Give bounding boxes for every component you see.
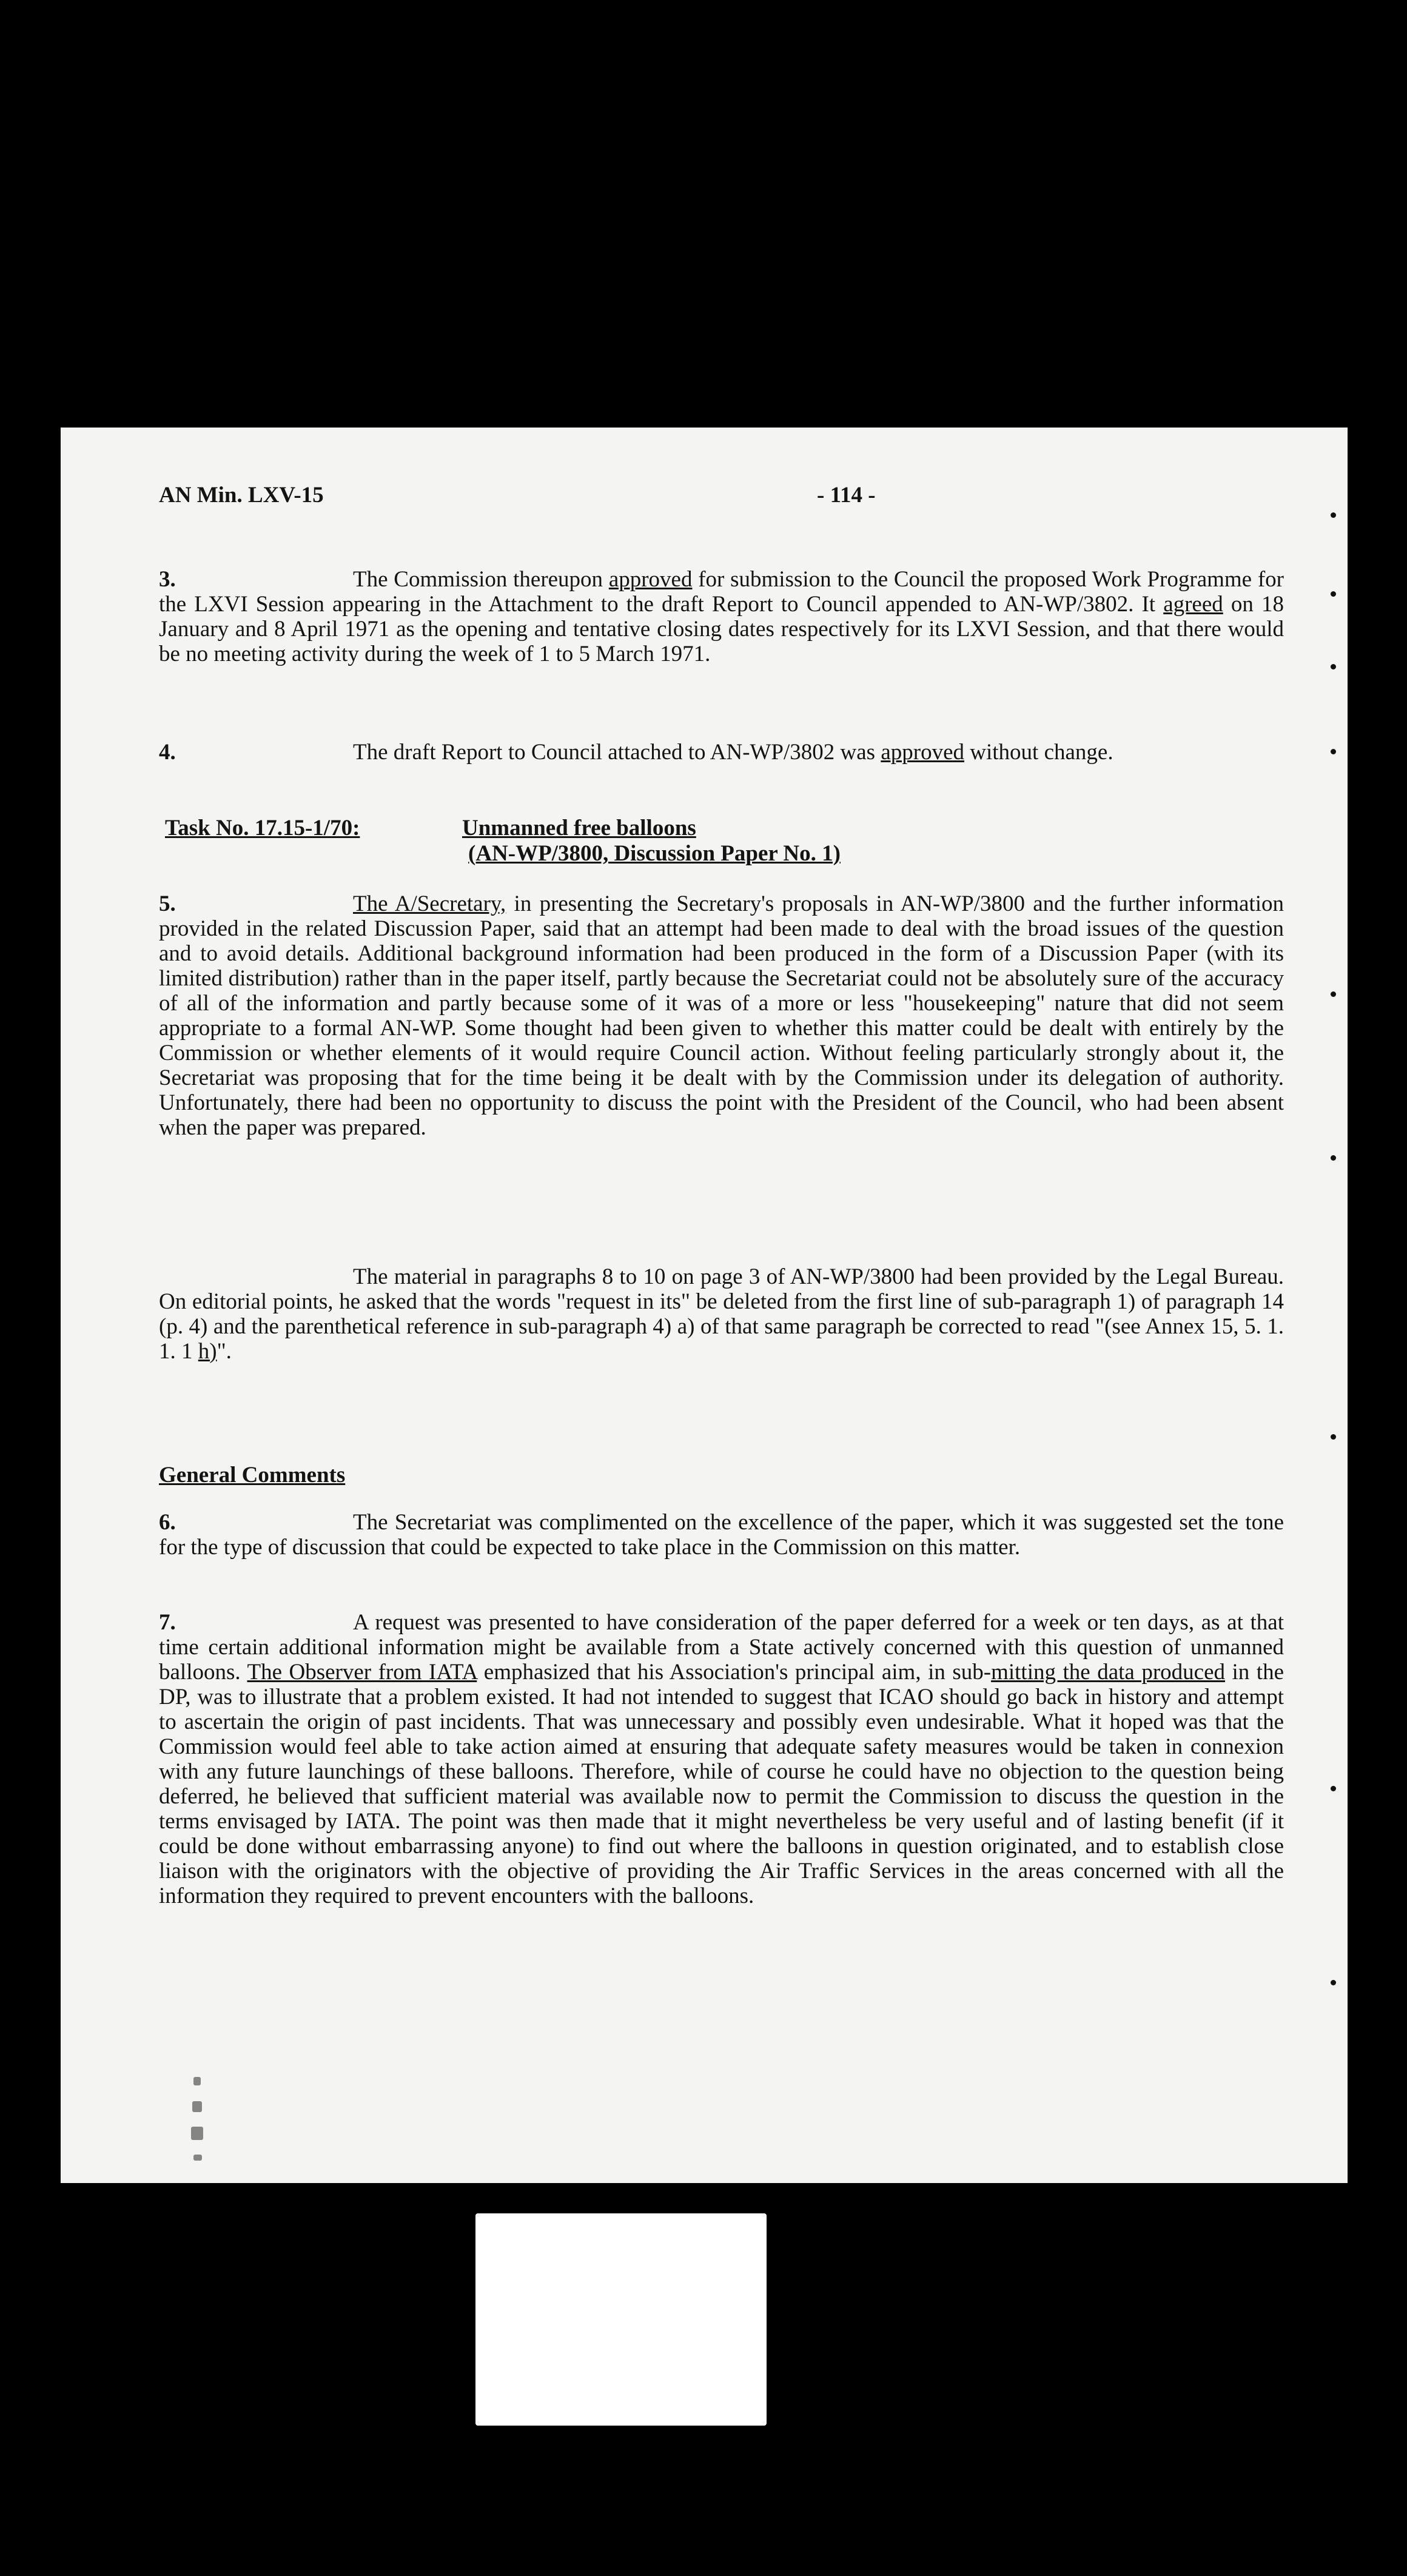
scan-smudge bbox=[192, 2101, 202, 2112]
margin-dot bbox=[1331, 664, 1336, 669]
underlined-word: agreed bbox=[1163, 592, 1223, 617]
paragraph-6 bbox=[159, 1510, 1284, 1560]
paragraph-number: 6. bbox=[159, 1510, 176, 1535]
speaker: The A/Secretary, bbox=[353, 891, 506, 916]
document-page bbox=[61, 428, 1348, 2183]
paragraph-number: 3. bbox=[159, 567, 176, 592]
paragraph-7 bbox=[159, 1610, 1284, 1908]
margin-dot bbox=[1331, 1786, 1336, 1791]
paragraph-text: without change. bbox=[964, 740, 1113, 765]
task-heading bbox=[165, 816, 841, 867]
paragraph-number: 7. bbox=[159, 1610, 176, 1635]
margin-dot bbox=[1331, 749, 1336, 754]
scan-smudge bbox=[191, 2127, 203, 2140]
scan-smudge bbox=[193, 2077, 201, 2085]
margin-dot bbox=[1331, 591, 1336, 597]
paragraph-text: emphasized that his Association's principal aim, in sub- bbox=[477, 1660, 992, 1685]
underlined-word: h) bbox=[198, 1339, 217, 1364]
paragraph-text: The draft Report to Council attached to AN-WP/3802 was bbox=[353, 740, 881, 765]
speaker: The Observer from IATA bbox=[247, 1660, 477, 1685]
paragraph-5 bbox=[159, 891, 1284, 1140]
margin-dot bbox=[1331, 1434, 1336, 1440]
paragraph-text: A request was presented to have consideration of the paper deferred for a week or ten days, as at that time certain additional information might be available from a State actively concerned with this question of unmanned balloons. bbox=[159, 1610, 1284, 1685]
paragraph-number: 4. bbox=[159, 740, 176, 765]
margin-dot bbox=[1331, 1155, 1336, 1161]
paragraph-text: The Commission thereupon bbox=[353, 567, 609, 592]
underlined-phrase: mitting the data produced bbox=[991, 1660, 1225, 1685]
task-title: Unmanned free balloons bbox=[462, 816, 696, 840]
task-subtitle: (AN-WP/3800, Discussion Paper No. 1) bbox=[468, 841, 841, 866]
paragraph-text: in the DP, was to illustrate that a problem existed. It had not intended to suggest that ICAO should go back in history and attempt to ascertain the origin of past incidents. That was unnecessary and possibly even undesirable. What it hoped was that the Commission would feel able to take action aimed at ensuring that adequate safety measures would be taken in connexion with any future launchings of these balloons. Therefore, while of course he could have no objection to the question being deferred, he believed that sufficient material was available now to permit the Commission to discuss the question in the terms envisaged by IATA. The point was then made that it might nevertheless be very useful and of lasting benefit (if it could be done without embarrassing anyone) to find out where the balloons in question originated, and to establish close liaison with the originators with the objective of providing the Air Traffic Services in the areas concerned with all the information they required to prevent encounters with the balloons. bbox=[159, 1660, 1284, 1908]
blank-target-card bbox=[475, 2213, 767, 2426]
scan-artifacts bbox=[191, 2077, 227, 2180]
document-reference: AN Min. LXV-15 bbox=[159, 483, 324, 508]
paragraph-number: 5. bbox=[159, 891, 176, 916]
paragraph-text: The Secretariat was complimented on the excellence of the paper, which it was suggested set the tone for the type of discussion that could be expected to take place in the Commission on this matter. bbox=[159, 1510, 1284, 1560]
paragraph-4 bbox=[159, 740, 1284, 765]
page-header bbox=[159, 482, 1311, 518]
paragraph-text: on 18 January and 8 April 1971 as the opening and tentative closing dates respectively for its LXVI Session, and that there would be no meeting activity during the week of 1 to 5 March 1971. bbox=[159, 592, 1284, 666]
scan-smudge bbox=[193, 2155, 202, 2161]
paragraph-text: for submission to the Council the proposed Work Programme for the LXVI Session appearing in the Attachment to the draft Report to Council appended to AN-WP/3802. It bbox=[159, 567, 1284, 617]
margin-marks bbox=[1327, 428, 1339, 2183]
paragraph-text: The material in paragraphs 8 to 10 on page 3 of AN-WP/3800 had been provided by the Legal Bureau. On editorial points, he asked that the words "request in its" be deleted from the first line of sub-paragraph 1) of paragraph 14 (p. 4) and the parenthetical reference in sub-paragraph 4) a) of that same paragraph be corrected to read "(see Annex 15, 5. 1. 1. 1 bbox=[159, 1264, 1284, 1364]
paragraph-3 bbox=[159, 567, 1284, 666]
section-heading-general-comments: General Comments bbox=[159, 1463, 346, 1488]
underlined-word: approved bbox=[881, 740, 965, 765]
margin-dot bbox=[1331, 991, 1336, 997]
page-number: - 114 - bbox=[817, 483, 876, 508]
task-label: Task No. 17.15-1/70: bbox=[165, 816, 360, 840]
margin-dot bbox=[1331, 1980, 1336, 1985]
margin-dot bbox=[1331, 512, 1336, 518]
underlined-word: approved bbox=[608, 567, 693, 592]
paragraph-text: ". bbox=[217, 1339, 232, 1364]
paragraph-5-continued bbox=[159, 1264, 1284, 1364]
paragraph-text: in presenting the Secretary's proposals in AN-WP/3800 and the further information provided in the related Discussion Paper, said that an attempt had been made to deal with the broad issues of the question and to avoid details. Additional background information had been produced in the form of a Discussion Paper (with its limited distribution) rather than in the paper itself, partly because the Secretariat could not be absolutely sure of the accuracy of all of the information and partly because some of it was of a more or less "housekeeping" nature that did not seem appropriate to a formal AN-WP. Some thought had been given to whether this matter could be dealt with entirely by the Commission or whether elements of it would require Council action. Without feeling particularly strongly about it, the Secretariat was proposing that for the time being it be dealt with by the Commission under its delegation of authority. Unfortunately, there had been no opportunity to discuss the point with the President of the Council, who had been absent when the paper was prepared. bbox=[159, 891, 1284, 1140]
